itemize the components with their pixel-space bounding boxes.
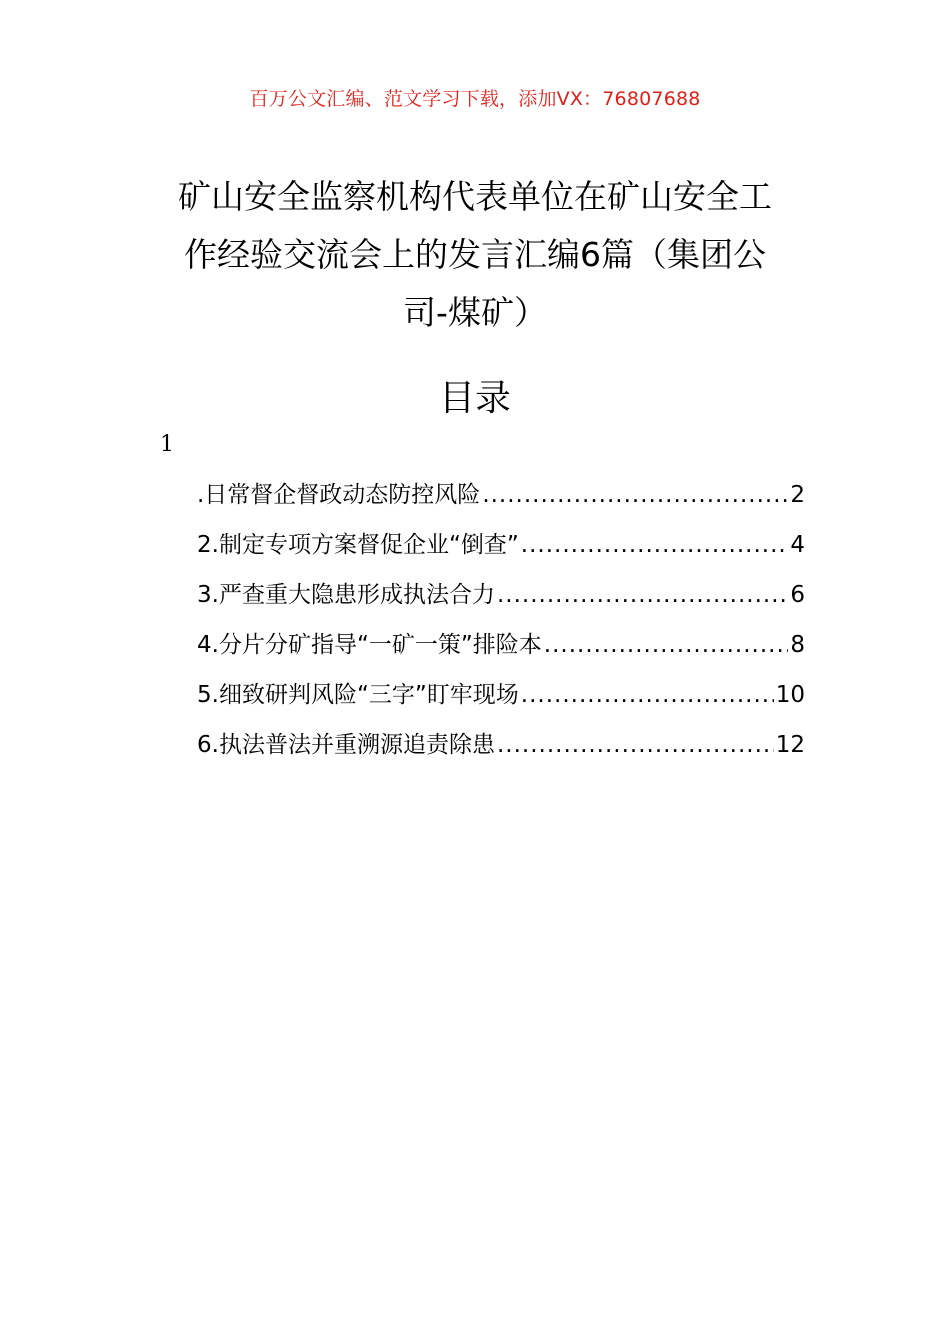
title-line: 作经验交流会上的发言汇编6篇（集团公 [184, 235, 766, 274]
dot-leader [521, 674, 774, 716]
dot-leader [497, 724, 774, 766]
toc-entry-text: 2.制定专项方案督促企业“倒查” [197, 532, 519, 558]
document-title [145, 168, 805, 342]
toc-entry-5[interactable] [197, 674, 805, 724]
dot-leader [497, 574, 788, 616]
toc-entry-1[interactable] [197, 474, 805, 524]
list-number: 1 [160, 432, 174, 457]
toc-entry-text: 5.细致研判风险“三字”盯牢现场 [197, 682, 519, 708]
dot-leader [544, 624, 789, 666]
dot-leader [521, 524, 789, 566]
table-of-contents [197, 474, 805, 774]
toc-entry-4[interactable] [197, 624, 805, 674]
toc-heading: 目录 [438, 378, 511, 419]
toc-entry-text: .日常督企督政动态防控风险 [197, 482, 481, 508]
toc-page-number: 2 [790, 482, 805, 508]
dot-leader [482, 474, 788, 516]
toc-page-number: 4 [790, 532, 805, 558]
toc-entry-3[interactable] [197, 574, 805, 624]
toc-entry-6[interactable] [197, 724, 805, 774]
toc-page-number: 12 [775, 732, 805, 758]
toc-entry-2[interactable] [197, 524, 805, 574]
watermark-text: 百万公文汇编、范文学习下载，添加VX：76807688 [249, 88, 701, 110]
toc-entry-text: 3.严查重大隐患形成执法合力 [197, 582, 495, 608]
title-line: 司-煤矿） [403, 293, 547, 332]
toc-entry-text: 4.分片分矿指导“一矿一策”排险本 [197, 632, 542, 658]
toc-page-number: 6 [790, 582, 805, 608]
title-line: 矿山安全监察机构代表单位在矿山安全工 [178, 177, 772, 216]
toc-page-number: 10 [775, 682, 805, 708]
toc-page-number: 8 [790, 632, 805, 658]
toc-entry-text: 6.执法普法并重溯源追责除患 [197, 732, 495, 758]
